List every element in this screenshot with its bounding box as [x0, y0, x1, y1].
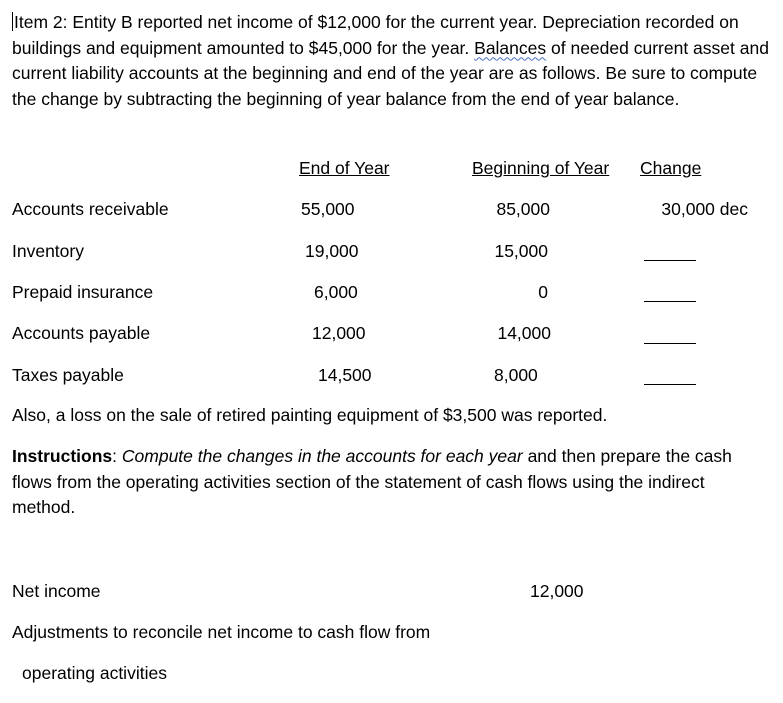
row-beginning-value: 85,000: [496, 199, 550, 219]
net-income-label: Net income: [12, 581, 101, 601]
row-end-value: 19,000: [305, 241, 359, 261]
instructions-colon: :: [112, 446, 122, 466]
intro-highlight-word: Balances: [474, 37, 547, 58]
text-cursor: [12, 12, 13, 31]
row-account-label: Taxes payable: [12, 365, 124, 385]
row-change-value: 30,000 dec: [661, 199, 748, 219]
instructions-rest: and then prepare the cash flows from the operating activities section of the statement of cash flows using the indirect method.: [12, 446, 732, 517]
row-end-value: 6,000: [314, 282, 358, 302]
row-beginning-value: 15,000: [494, 241, 548, 261]
change-blank-line[interactable]: [644, 384, 696, 385]
header-end-of-year: End of Year: [299, 158, 390, 178]
intro-prefix: Item 2: Entity B reported net income of $12,000 for the current year. Depreciation recorded on buildings and equipment amounted to $45,000 for the year.: [12, 12, 739, 58]
instructions-label: Instructions: [12, 446, 113, 466]
adjustments-line-1: Adjustments to reconcile net income to cash flow from: [12, 622, 431, 642]
adjustments-line-2: operating activities: [22, 663, 167, 683]
row-beginning-value: 8,000: [494, 365, 538, 385]
row-account-label: Inventory: [12, 241, 84, 261]
row-account-label: Prepaid insurance: [12, 282, 154, 302]
change-blank-line[interactable]: [644, 343, 696, 344]
row-account-label: Accounts receivable: [12, 199, 169, 219]
row-beginning-value: 0: [538, 282, 548, 302]
row-beginning-value: 14,000: [497, 323, 551, 343]
loss-note: Also, a loss on the sale of retired painting equipment of $3,500 was reported.: [12, 405, 608, 425]
intro-suffix: of needed current asset and current liability accounts at the beginning and end of the year are as follows. Be sure to compute the change by subtracting the beginning of year balance from the end of year balance.: [12, 37, 769, 109]
header-beginning-of-year: Beginning of Year: [472, 158, 610, 178]
row-end-value: 55,000: [301, 199, 355, 219]
intro-paragraph: [12, 10, 772, 112]
change-blank-line[interactable]: [644, 301, 696, 302]
net-income-value: 12,000: [530, 581, 584, 601]
row-end-value: 14,500: [318, 365, 372, 385]
row-account-label: Accounts payable: [12, 323, 151, 343]
header-change: Change: [640, 158, 702, 178]
change-blank-line[interactable]: [644, 260, 696, 261]
row-end-value: 12,000: [312, 323, 366, 343]
instructions-paragraph: [12, 444, 772, 521]
instructions-italic: Compute the changes in the accounts for each year: [121, 446, 523, 466]
